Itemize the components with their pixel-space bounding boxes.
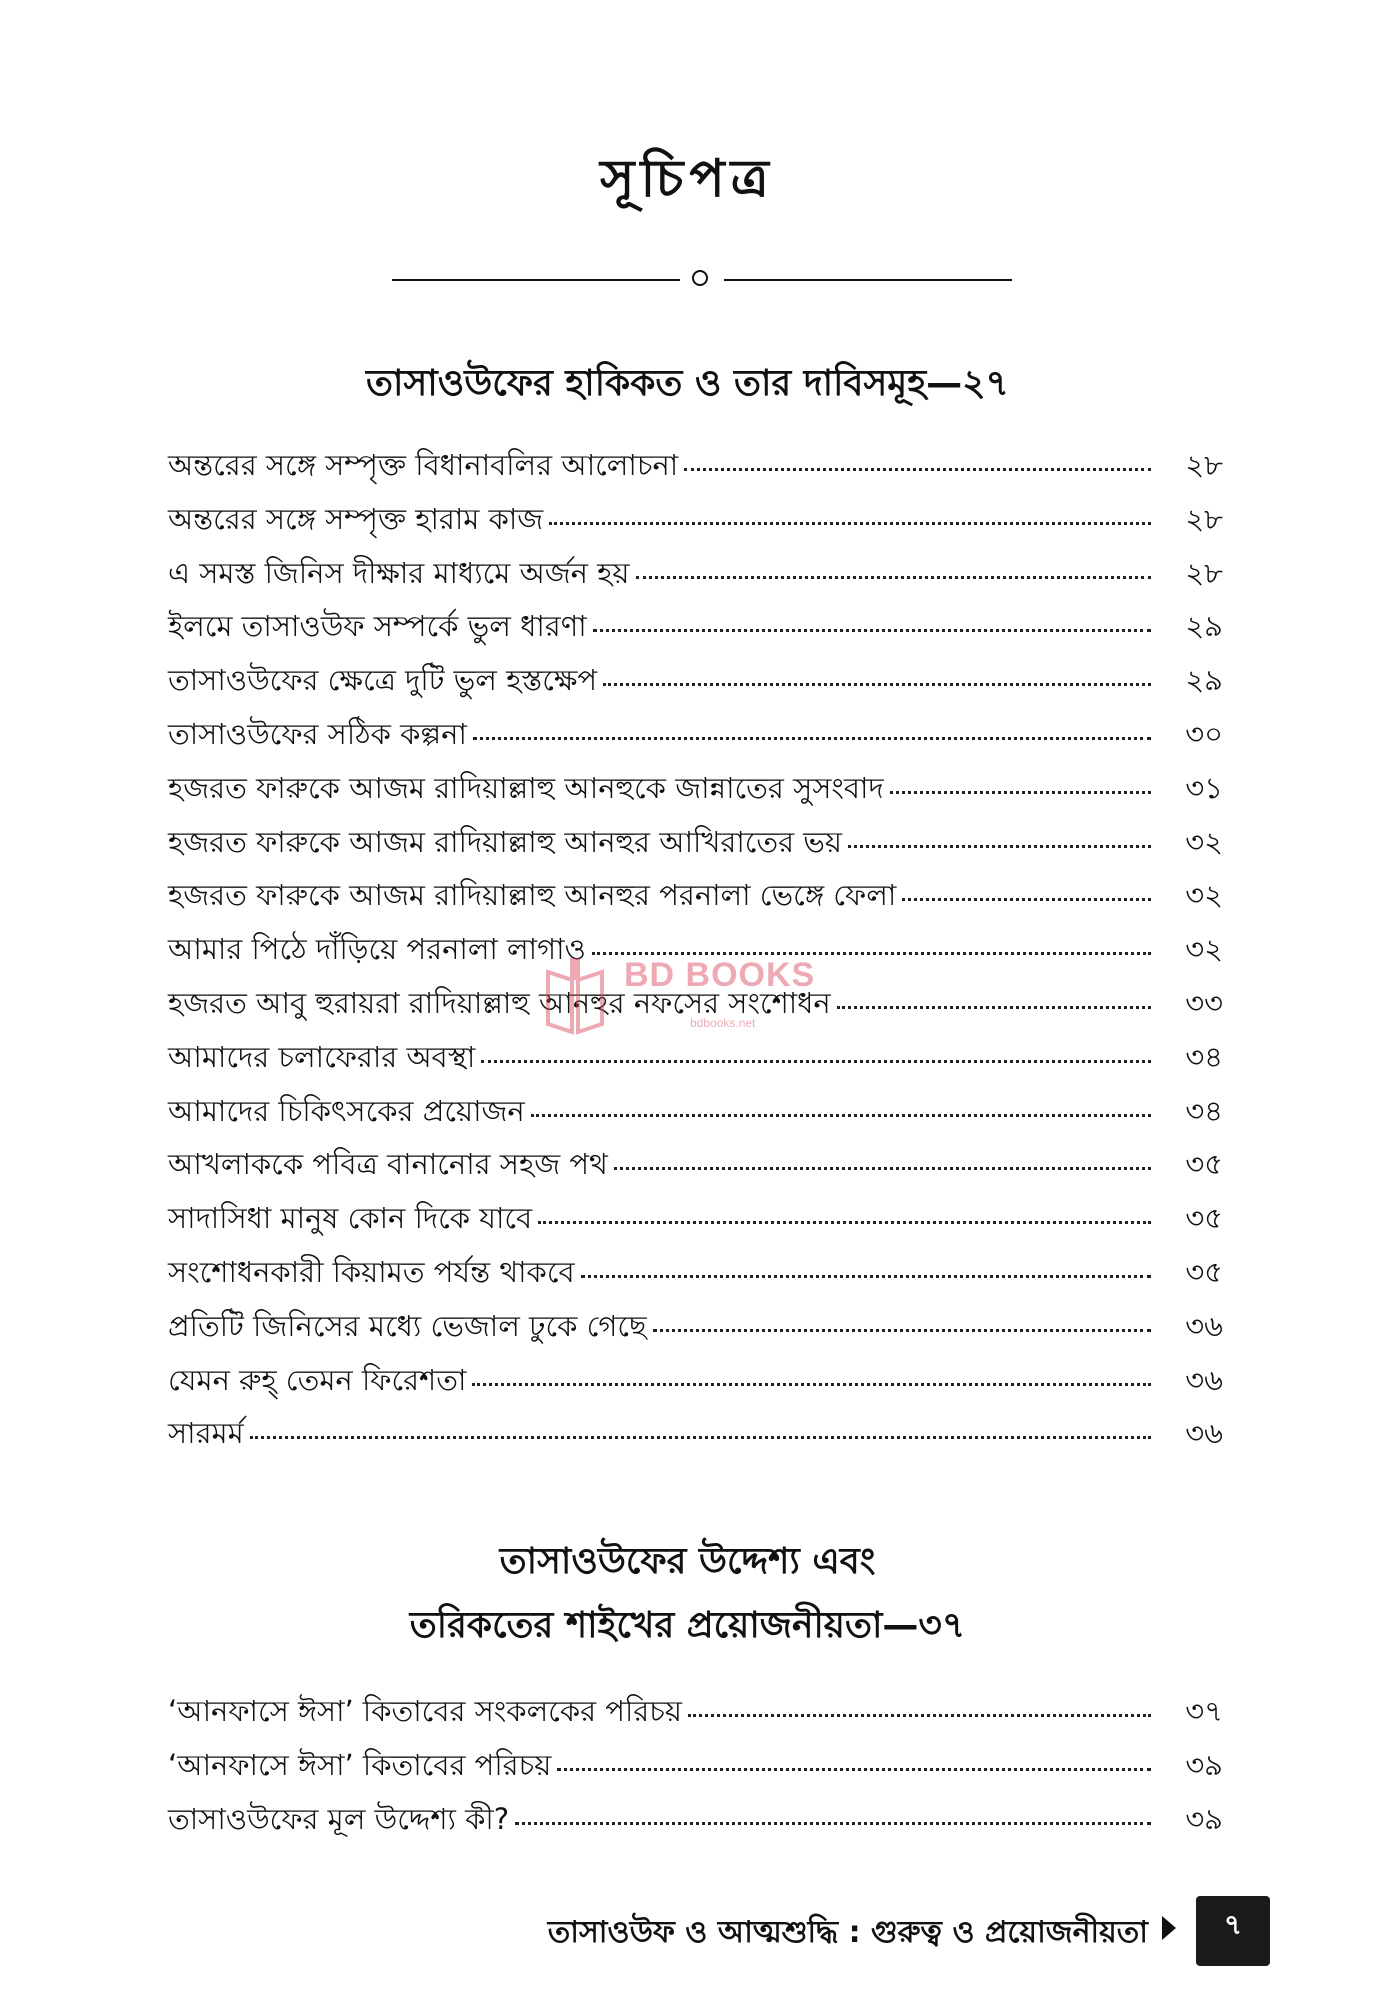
dot-leader — [653, 1329, 1151, 1332]
footer-running-title: তাসাওউফ ও আত্মশুদ্ধি : গুরুত্ব ও প্রয়োজনীয়তা — [547, 1915, 1148, 1950]
toc-entry-page: ৩৭ — [1185, 1694, 1223, 1728]
toc-entry-title: আমার পিঠে দাঁড়িয়ে পরনালা লাগাও — [168, 932, 586, 967]
toc-section-2 — [168, 1694, 1223, 1836]
toc-entry-page: ৩৩ — [1185, 985, 1223, 1020]
dot-leader — [538, 1221, 1151, 1224]
toc-entry-page: ৩২ — [1185, 824, 1223, 859]
dot-leader — [531, 1114, 1151, 1117]
toc-entry — [168, 878, 1223, 913]
watermark-site: bdbooks.net — [690, 1016, 756, 1030]
dot-leader — [614, 1167, 1151, 1170]
toc-entry-title: তাসাওউফের ক্ষেত্রে দুটি ভুল হস্তক্ষেপ — [168, 663, 598, 698]
toc-entry — [168, 502, 1223, 537]
dot-leader — [837, 1006, 1151, 1009]
toc-entry — [168, 1309, 1223, 1344]
toc-entry-page: ২৯ — [1185, 609, 1223, 644]
running-footer — [480, 1896, 1270, 1966]
toc-entry — [168, 771, 1223, 806]
toc-entry-title: ‘আনফাসে ঈসা’ কিতাবের সংকলকের পরিচয় — [168, 1694, 682, 1728]
toc-entry-page: ৩৬ — [1185, 1416, 1223, 1451]
toc-entry — [168, 1147, 1223, 1182]
book-logo-icon — [540, 952, 610, 1042]
toc-entry-page: ৩০ — [1185, 716, 1223, 751]
toc-entry-title: সাদাসিধা মানুষ কোন দিকে যাবে — [168, 1201, 533, 1236]
dot-leader — [557, 1768, 1151, 1771]
toc-entry-title: আমাদের চলাফেরার অবস্থা — [168, 1039, 476, 1074]
divider-line-left — [392, 279, 680, 281]
toc-entry-title: সংশোধনকারী কিয়ামত পর্যন্ত থাকবে — [168, 1254, 575, 1289]
toc-entry-page: ৩৫ — [1185, 1147, 1223, 1182]
toc-entry-title: অন্তরের সঙ্গে সম্পৃক্ত বিধানাবলির আলোচনা — [168, 448, 679, 482]
toc-entry-title: আমাদের চিকিৎসকের প্রয়োজন — [168, 1093, 525, 1128]
toc-entry — [168, 1201, 1223, 1236]
dot-leader — [890, 791, 1151, 794]
page-title: সূচিপত্র — [600, 149, 775, 209]
toc-entry — [168, 825, 1223, 860]
toc-entry — [168, 1094, 1223, 1129]
toc-entry-page: ৩২ — [1185, 932, 1223, 967]
toc-entry — [168, 448, 1223, 483]
dot-leader — [250, 1436, 1151, 1439]
toc-entry-title: ইলমে তাসাওউফ সম্পর্কে ভুল ধারণা — [168, 609, 587, 644]
toc-entry — [168, 1416, 1223, 1451]
dot-leader — [581, 1275, 1151, 1278]
toc-entry-title: ‘আনফাসে ঈসা’ কিতাবের পরিচয় — [168, 1747, 552, 1782]
toc-entry-title: আখলাককে পবিত্র বানানোর সহজ পথ — [168, 1147, 608, 1182]
toc-entry-page: ২৮ — [1185, 448, 1223, 482]
section-heading-2-line-2: তরিকতের শাইখের প্রয়োজনীয়তা—৩৭ — [409, 1605, 966, 1646]
toc-entry-title: হজরত আবু হুরায়রা রাদিয়াল্লাহু আনহুর নফসের সংশোধন — [168, 985, 831, 1020]
toc-entry-title: তাসাওউফের মূল উদ্দেশ্য কী? — [168, 1801, 510, 1836]
toc-entry-page: ৩৫ — [1185, 1201, 1223, 1236]
title-divider-ornament — [392, 268, 1012, 292]
toc-entry-title: হজরত ফারুকে আজম রাদিয়াল্লাহু আনহুর আখিরাতের ভয় — [168, 824, 843, 859]
page-number-badge: ৭ — [1196, 1896, 1270, 1966]
dot-leader — [593, 629, 1151, 632]
toc-entry-title: অন্তরের সঙ্গে সম্পৃক্ত হারাম কাজ — [168, 501, 544, 536]
toc-entry-title: হজরত ফারুকে আজম রাদিয়াল্লাহু আনহুকে জান্নাতের সুসংবাদ — [168, 770, 884, 805]
toc-entry-page: ৩৪ — [1185, 1093, 1223, 1128]
toc-entry-title: হজরত ফারুকে আজম রাদিয়াল্লাহু আনহুর পরনালা ভেঙ্গে ফেলা — [168, 878, 897, 913]
toc-entry-page: ৩৫ — [1185, 1254, 1223, 1289]
toc-entry — [168, 1363, 1223, 1398]
dot-leader — [472, 1383, 1151, 1386]
dot-leader — [848, 845, 1151, 848]
dot-leader — [902, 898, 1151, 901]
toc-entry-page: ৩৪ — [1185, 1039, 1223, 1074]
dot-leader — [684, 468, 1151, 471]
dot-leader — [473, 737, 1151, 740]
toc-entry-page: ২৮ — [1185, 555, 1223, 590]
toc-entry-page: ৩৬ — [1185, 1362, 1223, 1397]
toc-entry — [168, 1694, 1223, 1729]
toc-entry — [168, 663, 1223, 698]
toc-entry-title: এ সমস্ত জিনিস দীক্ষার মাধ্যমে অর্জন হয় — [168, 555, 630, 590]
toc-entry-page: ৩৯ — [1185, 1747, 1223, 1782]
toc-section-1 — [168, 448, 1223, 1451]
toc-entry — [168, 1802, 1223, 1837]
toc-entry-page: ২৮ — [1185, 501, 1223, 536]
toc-entry-title: সারমর্ম — [168, 1416, 244, 1451]
toc-entry-title: প্রতিটি জিনিসের মধ্যে ভেজাল ঢুকে গেছে — [168, 1308, 647, 1343]
divider-line-right — [724, 279, 1012, 281]
toc-entry-title: তাসাওউফের সঠিক কল্পনা — [168, 716, 467, 751]
dot-leader — [549, 522, 1151, 525]
toc-entry — [168, 609, 1223, 644]
dot-leader — [636, 576, 1152, 579]
toc-entry-page: ৩৯ — [1185, 1801, 1223, 1836]
dot-leader — [515, 1822, 1151, 1825]
arrow-right-icon — [1162, 1916, 1176, 1940]
toc-entry — [168, 1748, 1223, 1783]
dot-leader — [603, 683, 1151, 686]
dot-leader — [481, 1060, 1151, 1063]
toc-entry-page: ৩২ — [1185, 878, 1223, 913]
toc-entry — [168, 717, 1223, 752]
toc-entry-page: ৩১ — [1185, 770, 1223, 805]
toc-entry-page: ৩৬ — [1185, 1308, 1223, 1343]
toc-entry — [168, 556, 1223, 591]
watermark-logo — [540, 952, 830, 1048]
toc-entry-page: ২৯ — [1185, 663, 1223, 698]
section-heading-1: তাসাওউফের হাকিকত ও তার দাবিসমূহ—২৭ — [366, 363, 1009, 404]
toc-entry-title: যেমন রুহ্ তেমন ফিরেশতা — [168, 1362, 467, 1397]
divider-ring-icon — [692, 270, 708, 286]
watermark-brand: BD BOOKS — [624, 956, 816, 994]
section-heading-2-line-1: তাসাওউফের উদ্দেশ্য এবং — [499, 1541, 876, 1582]
toc-entry — [168, 1255, 1223, 1290]
dot-leader — [688, 1714, 1151, 1717]
